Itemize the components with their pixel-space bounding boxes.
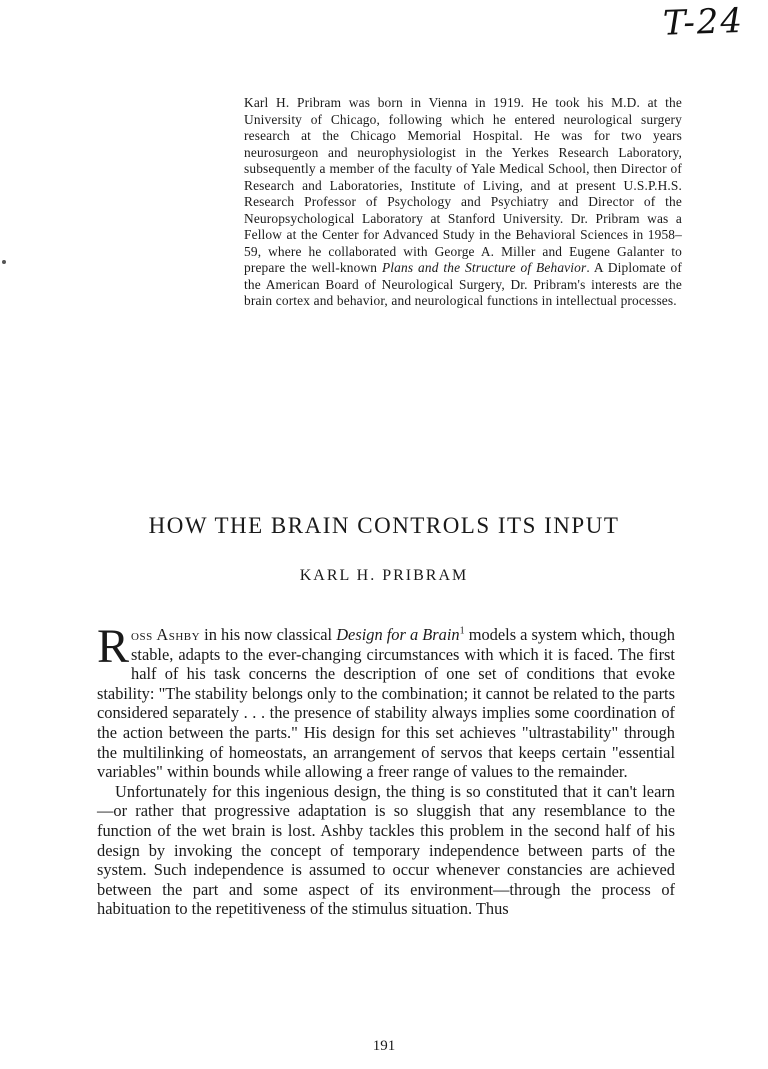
article-body	[97, 620, 675, 919]
article-title: HOW THE BRAIN CONTROLS ITS INPUT	[148, 513, 620, 538]
body-text-b: models a system which, though stable, adapts to the ever-changing circumstances with which it is faced. The first half of his task concerns the description of one set of conditions that evoke stability: "The stability belongs only to the combination; it cannot be related to the parts considered separately . . . the presence of stability always implies some coordination of the action between the parts." His design for this set achieves "ultrastability" through the multilinking of homeostats, an arrangement of servos that keeps certain "essential variables" within bounds while allowing a freer range of values to the remainder.	[97, 625, 675, 782]
handwritten-label: T-24	[662, 0, 745, 44]
body-text-a: in his now classical	[200, 625, 337, 644]
bio-text-2: . A Diplomate of the American Board of Neurological Surgery, Dr. Pribram's interests are the brain cortex and behavior, and neurological functions in intellectual processes.	[244, 260, 682, 308]
bio-paragraph	[244, 95, 682, 310]
page-number: 191	[372, 1038, 396, 1054]
body-paragraph-2: Unfortunately for this ingenious design, the thing is so constituted that it can't learn—or rather that progressive adaptation is so sluggish that any resemblance to the function of the wet brain is lost. Ashby tackles this problem in the second half of his design by invoking the concept of temporary independence between parts of the system. Such independence is assumed to occur whenever constancies are achieved between the part and some aspect of its environment—through the process of habituation to the repetitiveness of the stimulus situation. Thus	[97, 781, 675, 919]
cited-book-title: Design for a Brain	[336, 625, 460, 644]
bio-text-1: Karl H. Pribram was born in Vienna in 1919. He took his M.D. at the University of Chicago, following which he entered neurological surgery research at the Chicago Memorial Hospital. He was for two years neurosurgeon and neurophysiologist in the Yerkes Research Laboratory, subsequently a member of the faculty of Yale Medical School, then Director of Research and Laboratories, Institute of Living, and at present U.S.P.H.S. Research Professor of Psychology and Psychiatry and Director of the Neuropsychological Laboratory at Stanford University. Dr. Pribram was a Fellow at the Center for Advanced Study in the Behavioral Sciences in 1958–59, where he collaborated with George A. Miller and Eugene Galanter to prepare the well-known	[244, 95, 682, 275]
article-author: KARL H. PRIBRAM	[299, 567, 469, 584]
margin-mark	[2, 260, 6, 264]
footnote-marker: 1	[459, 625, 465, 637]
author-biography	[244, 95, 682, 310]
author-name-smallcaps: oss Ashby	[131, 625, 201, 644]
drop-cap: R	[97, 620, 130, 673]
body-paragraph-1	[97, 620, 675, 782]
bio-book-title: Plans and the Structure of Behavior	[381, 260, 587, 275]
